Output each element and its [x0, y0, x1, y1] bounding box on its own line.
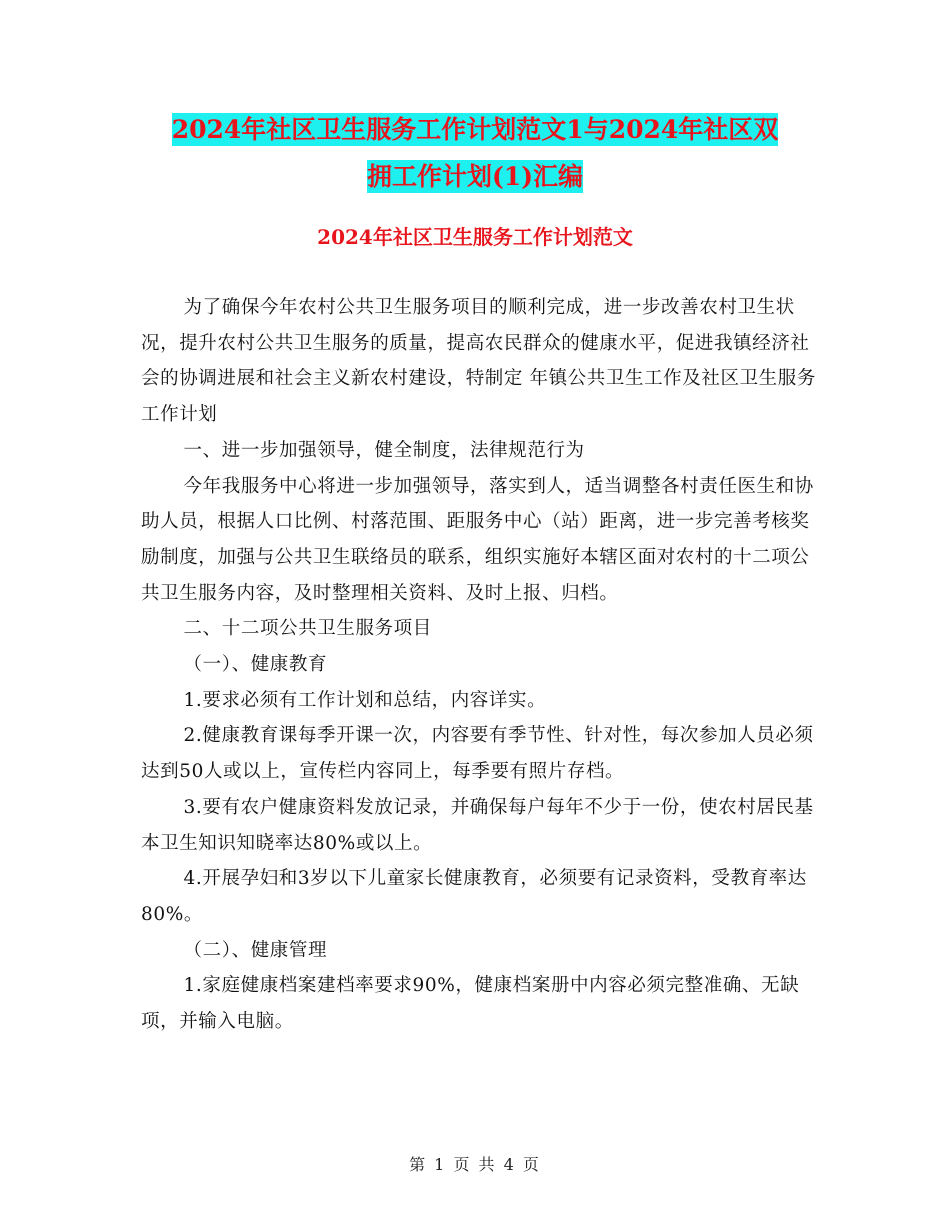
paragraph-intro: 为了确保今年农村公共卫生服务项目的顺利完成，进一步改善农村卫生状况，提升农村公共卫生服务的质量，提高农民群众的健康水平，促进我镇经济社会的协调进展和社会主义新农村建设，特制定 年镇公共卫生工作及社区卫生服务工作计划: [141, 297, 816, 426]
heading-health-management: （二）、健康管理: [183, 939, 328, 961]
list-item: 3.要有农户健康资料发放记录，并确保每户每年不少于一份，使农村居民基本卫生知识知晓率达80%或以上。: [141, 796, 814, 854]
list-item: 1.要求必须有工作计划和总结，内容详实。: [183, 689, 547, 711]
heading-services: 二、十二项公共卫生服务项目: [183, 618, 432, 640]
document-title-line-2: [0, 160, 950, 194]
section-title: 2024年社区卫生服务工作计划范文: [317, 225, 633, 249]
heading-health-education: （一）、健康教育: [183, 654, 328, 676]
heading-leadership: 一、进一步加强领导，健全制度，法律规范行为: [183, 439, 585, 461]
page-footer: 第 1 页 共 4 页: [409, 1155, 541, 1174]
document-title-line-1: [0, 113, 950, 147]
paragraph-leadership: 今年我服务中心将进一步加强领导，落实到人，适当调整各村责任医生和协助人员，根据人口比例、村落范围、距服务中心（站）距离，进一步完善考核奖励制度，加强与公共卫生联络员的联系，组织实施好本辖区面对农村的十二项公共卫生服务内容，及时整理相关资料、及时上报、归档。: [141, 475, 814, 604]
title-highlight: 拥工作计划(1)汇编: [366, 162, 584, 191]
list-item: 4.开展孕妇和3岁以下儿童家长健康教育，必须要有记录资料，受教育率达80%。: [141, 868, 807, 925]
title-highlight: 2024年社区卫生服务工作计划范文1与2024年社区双: [171, 115, 779, 144]
list-item: 1.家庭健康档案建档率要求90%，健康档案册中内容必须完整准确、无缺项，并输入电脑。: [141, 975, 800, 1033]
list-item: 2.健康教育课每季开课一次，内容要有季节性、针对性，每次参加人员必须达到50人或以上，宣传栏内容同上，每季要有照片存档。: [141, 725, 814, 783]
document-body: [141, 290, 821, 1040]
